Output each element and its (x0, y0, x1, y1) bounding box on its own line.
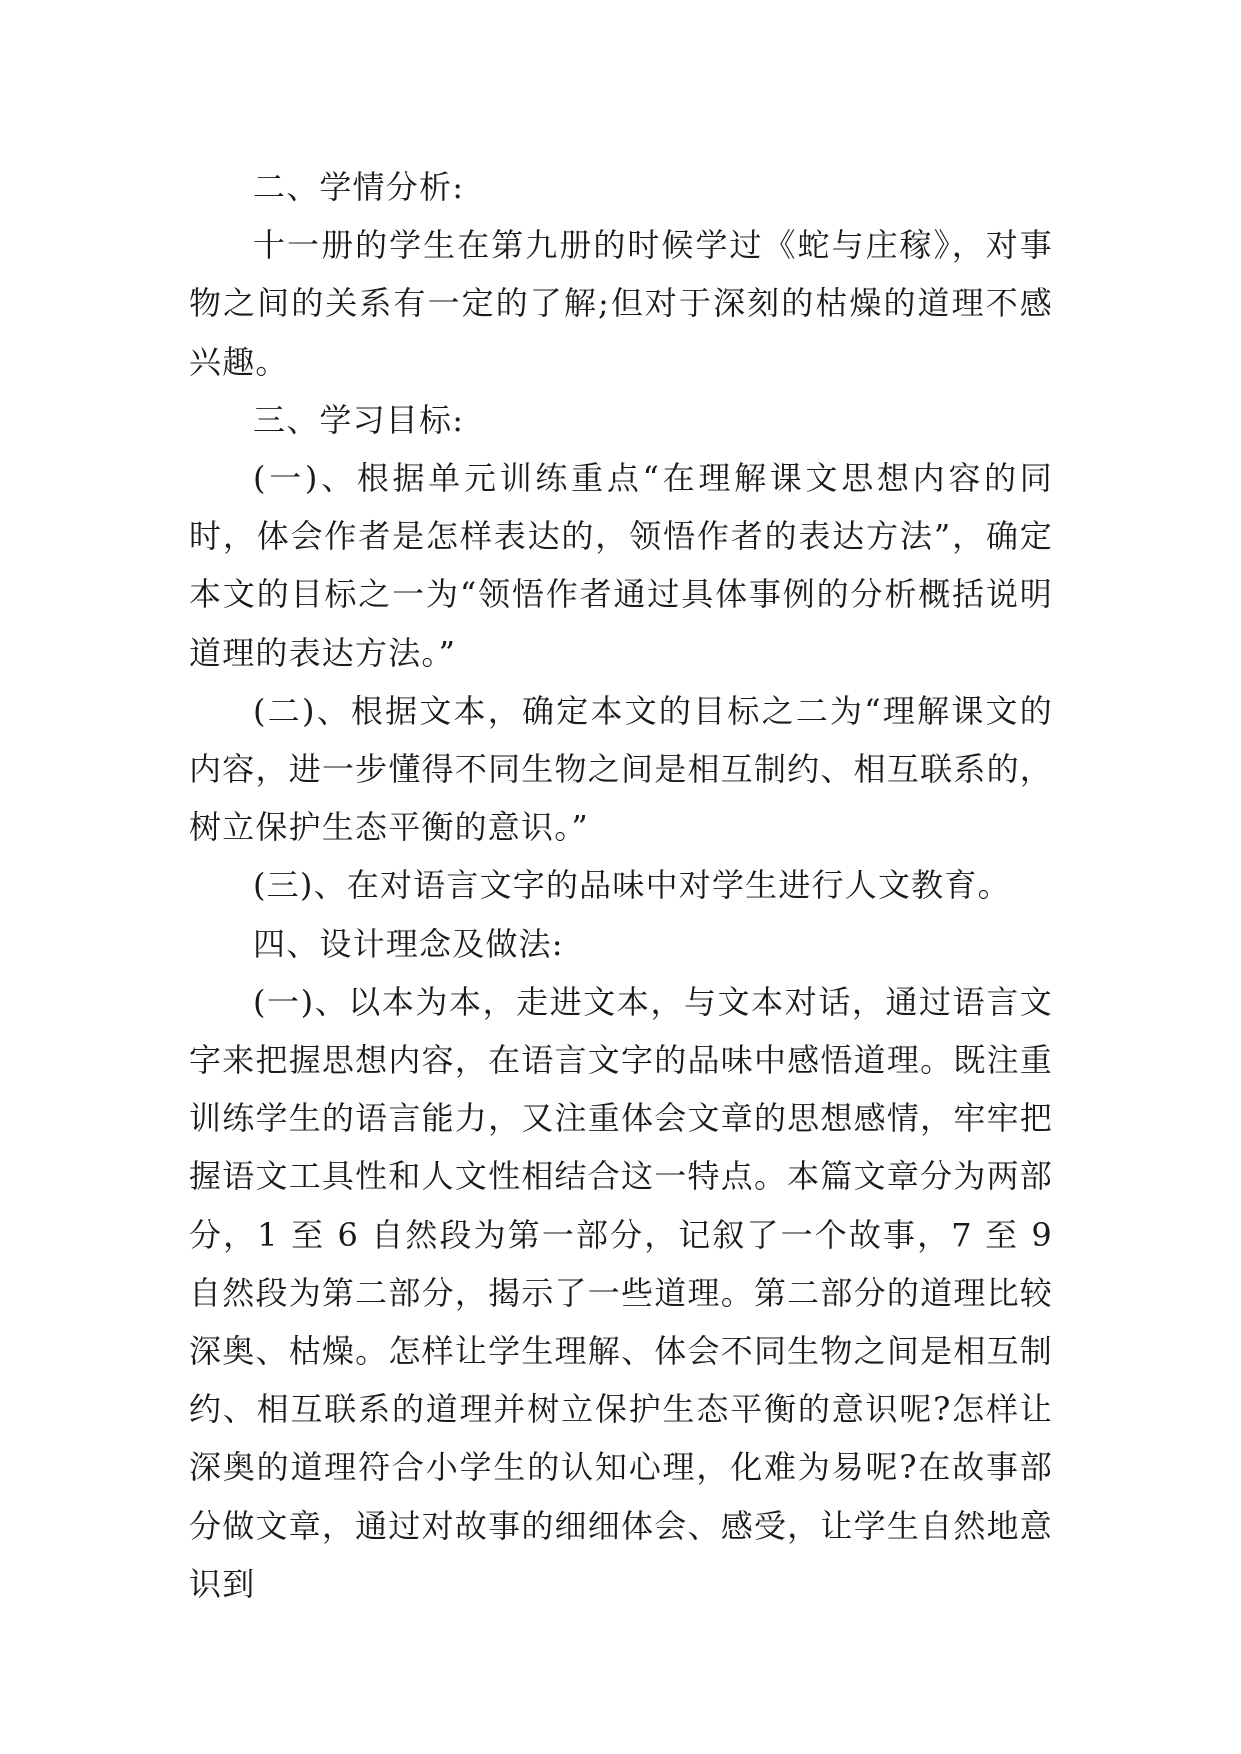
paragraph-objective-2: (二)、根据文本，确定本文的目标之二为“理解课文的内容，进一步懂得不同生物之间是相互制约、相互联系的，树立保护生态平衡的意识。” (189, 691, 1053, 847)
paragraph-design-concept-1: (一)、以本为本，走进文本，与文本对话，通过语言文字来把握思想内容，在语言文字的品味中感悟道理。既注重训练学生的语言能力，又注重体会文章的思想感情，牢牢把握语文工具性和人文性相结合这一特点。本篇文章分为两部分，1 至 6 自然段为第一部分，记叙了一个故事，7 至 9 自然段为第二部分，揭示了一些道理。第二部分的道理比较深奥、枯燥。怎样让学生理解、体会不同生物之间是相互制约、相互联系的道理并树立保护生态平衡的意识呢?怎样让深奥的道理符合小学生的认知心理，化难为易呢?在故事部分做文章，通过对故事的细细体会、感受，让学生自然地意识到 (189, 982, 1053, 1603)
paragraph-learner-analysis: 十一册的学生在第九册的时候学过《蛇与庄稼》，对事物之间的关系有一定的了解;但对于深刻的枯燥的道理不感兴趣。 (189, 226, 1053, 381)
heading-learner-analysis: 二、学情分析: (253, 168, 465, 206)
heading-learning-objectives: 三、学习目标: (253, 400, 465, 439)
document-body (189, 158, 1053, 1613)
paragraph-objective-1: (一)、根据单元训练重点“在理解课文思想内容的同时，体会作者是怎样表达的，领悟作者的表达方法”，确定本文的目标之一为“领悟作者通过具体事例的分析概括说明道理的表达方法。” (189, 459, 1053, 672)
heading-design-concept: 四、设计理念及做法: (253, 924, 564, 963)
paragraph-objective-3: (三)、在对语言文字的品味中对学生进行人文教育。 (253, 866, 1011, 905)
